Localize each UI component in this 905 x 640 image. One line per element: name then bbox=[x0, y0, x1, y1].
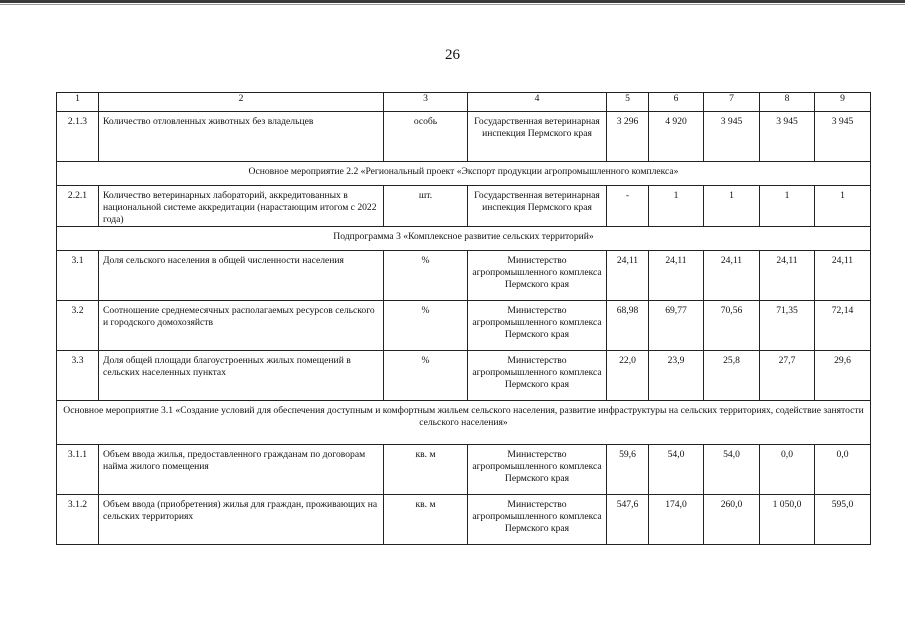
value-cell bbox=[607, 351, 649, 401]
value-cell-text: 69,77 bbox=[665, 305, 687, 316]
value-cell bbox=[704, 301, 760, 351]
row-number-cell bbox=[57, 445, 99, 495]
row-number-cell bbox=[57, 251, 99, 301]
responsible-body-cell-text: Министерство агропромышленного комплекса Пермского края bbox=[472, 305, 602, 340]
value-cell-text: 4 920 bbox=[665, 116, 687, 127]
unit-cell bbox=[384, 112, 468, 162]
value-cell-text: 24,11 bbox=[831, 255, 854, 266]
value-cell bbox=[704, 112, 760, 162]
responsible-body-cell bbox=[468, 495, 607, 545]
row-number-cell-text: 2.1.3 bbox=[67, 116, 88, 127]
section-heading-row bbox=[57, 401, 871, 445]
section-heading-text: Основное мероприятие 2.2 «Региональный проект «Экспорт продукции агропромышленного комплекса» bbox=[248, 166, 679, 177]
value-cell-text: 3 945 bbox=[776, 116, 798, 127]
indicator-name-cell-text: Количество ветеринарных лабораторий, аккредитованных в национальной системе аккредитации (нарастающим итогом с 2022 года) bbox=[103, 190, 377, 225]
responsible-body-cell bbox=[468, 301, 607, 351]
value-cell-text: 3 945 bbox=[720, 116, 743, 127]
value-cell-text: 27,7 bbox=[778, 355, 796, 366]
responsible-body-cell bbox=[468, 186, 607, 227]
table-row bbox=[57, 186, 871, 227]
value-cell bbox=[649, 112, 704, 162]
header-cell: 1 bbox=[57, 93, 99, 112]
header-cell: 6 bbox=[649, 93, 704, 112]
value-cell-text: 23,9 bbox=[667, 355, 685, 366]
responsible-body-cell-text: Министерство агропромышленного комплекса Пермского края bbox=[472, 449, 602, 484]
value-cell bbox=[815, 112, 871, 162]
indicators-table bbox=[56, 92, 871, 545]
section-heading-cell bbox=[57, 162, 871, 186]
unit-cell bbox=[384, 495, 468, 545]
header-cell: 3 bbox=[384, 93, 468, 112]
table-header-row bbox=[57, 93, 871, 112]
responsible-body-cell-text: Государственная ветеринарная инспекция Пермского края bbox=[474, 116, 600, 139]
value-cell bbox=[649, 301, 704, 351]
scan-top-edge bbox=[0, 0, 905, 3]
unit-cell bbox=[384, 186, 468, 227]
value-cell bbox=[649, 251, 704, 301]
value-cell bbox=[815, 495, 871, 545]
section-heading-row bbox=[57, 227, 871, 251]
value-cell bbox=[704, 186, 760, 227]
row-number-cell-text: 3.1.2 bbox=[67, 499, 88, 510]
value-cell-text: 1 bbox=[840, 190, 845, 201]
row-number-cell-text: 3.1 bbox=[71, 255, 84, 266]
unit-cell-text: % bbox=[421, 255, 430, 266]
value-cell bbox=[607, 495, 649, 545]
value-cell bbox=[760, 301, 815, 351]
row-number-cell-text: 3.3 bbox=[71, 355, 84, 366]
value-cell-text: 1 bbox=[673, 190, 679, 201]
indicator-name-cell-text: Объем ввода (приобретения) жилья для граждан, проживающих на сельских территориях bbox=[103, 499, 378, 522]
value-cell-text: 24,11 bbox=[720, 255, 743, 266]
value-cell-text: 3 296 bbox=[616, 116, 639, 127]
header-cell: 8 bbox=[760, 93, 815, 112]
value-cell-text: 1 bbox=[784, 190, 790, 201]
value-cell-text: 29,6 bbox=[834, 355, 851, 366]
value-cell bbox=[760, 251, 815, 301]
value-cell bbox=[704, 351, 760, 401]
value-cell-text: 24,11 bbox=[776, 255, 798, 266]
unit-cell-text: особь bbox=[413, 116, 438, 127]
row-number-cell bbox=[57, 351, 99, 401]
header-cell: 5 bbox=[607, 93, 649, 112]
value-cell-text: 68,98 bbox=[616, 305, 639, 316]
value-cell bbox=[760, 445, 815, 495]
unit-cell bbox=[384, 445, 468, 495]
value-cell-text: 54,0 bbox=[667, 449, 685, 460]
unit-cell-text: кв. м bbox=[415, 449, 436, 460]
value-cell bbox=[607, 445, 649, 495]
responsible-body-cell bbox=[468, 251, 607, 301]
responsible-body-cell bbox=[468, 351, 607, 401]
value-cell bbox=[704, 251, 760, 301]
indicator-name-cell bbox=[99, 495, 384, 545]
responsible-body-cell-text: Министерство агропромышленного комплекса Пермского края bbox=[472, 255, 602, 290]
value-cell bbox=[649, 445, 704, 495]
indicator-name-cell-text: Доля общей площади благоустроенных жилых помещений в сельских населенных пунктах bbox=[103, 355, 351, 378]
indicator-name-cell-text: Соотношение среднемесячных располагаемых ресурсов сельского и городского домохозяйств bbox=[103, 305, 375, 328]
value-cell-text: 0,0 bbox=[836, 449, 849, 460]
value-cell bbox=[649, 495, 704, 545]
unit-cell bbox=[384, 301, 468, 351]
value-cell-text: 25,8 bbox=[723, 355, 740, 366]
value-cell bbox=[815, 186, 871, 227]
indicator-name-cell-text: Количество отловленных животных без владельцев bbox=[103, 116, 314, 127]
indicator-name-cell bbox=[99, 186, 384, 227]
value-cell-text: 174,0 bbox=[665, 499, 687, 510]
row-number-cell-text: 2.2.1 bbox=[67, 190, 88, 201]
responsible-body-cell-text: Министерство агропромышленного комплекса Пермского края bbox=[472, 355, 602, 390]
section-heading-row bbox=[57, 162, 871, 186]
value-cell bbox=[649, 351, 704, 401]
value-cell bbox=[760, 351, 815, 401]
value-cell-text: 1 050,0 bbox=[772, 499, 802, 510]
section-heading-cell bbox=[57, 227, 871, 251]
indicator-name-cell-text: Объем ввода жилья, предоставленного гражданам по договорам найма жилого помещения bbox=[103, 449, 366, 472]
value-cell bbox=[760, 495, 815, 545]
header-cell: 2 bbox=[99, 93, 384, 112]
value-cell-text: 71,35 bbox=[776, 305, 798, 316]
header-cell: 7 bbox=[704, 93, 760, 112]
value-cell-text: 70,56 bbox=[720, 305, 743, 316]
value-cell bbox=[815, 251, 871, 301]
value-cell bbox=[607, 186, 649, 227]
value-cell-text: 547,6 bbox=[616, 499, 639, 510]
responsible-body-cell-text: Министерство агропромышленного комплекса Пермского края bbox=[472, 499, 602, 534]
table-row bbox=[57, 445, 871, 495]
unit-cell-text: % bbox=[421, 305, 430, 316]
value-cell-text: 3 945 bbox=[831, 116, 854, 127]
row-number-cell bbox=[57, 186, 99, 227]
value-cell bbox=[815, 445, 871, 495]
section-heading-text: Основное мероприятие 3.1 «Создание условий для обеспечения доступным и комфортным жильем сельского населения, развитие инфраструктуры на сельских территориях, содействие занятости сельского населения» bbox=[63, 405, 864, 428]
indicator-name-cell-text: Доля сельского населения в общей численности населения bbox=[103, 255, 344, 266]
value-cell bbox=[760, 186, 815, 227]
value-cell-text: 0,0 bbox=[781, 449, 793, 460]
indicator-name-cell bbox=[99, 112, 384, 162]
responsible-body-cell-text: Государственная ветеринарная инспекция Пермского края bbox=[474, 190, 600, 213]
value-cell bbox=[607, 301, 649, 351]
row-number-cell bbox=[57, 112, 99, 162]
value-cell bbox=[649, 186, 704, 227]
value-cell-text: 24,11 bbox=[665, 255, 687, 266]
header-cell: 9 bbox=[815, 93, 871, 112]
value-cell bbox=[760, 112, 815, 162]
table-row bbox=[57, 301, 871, 351]
indicator-name-cell bbox=[99, 251, 384, 301]
row-number-cell bbox=[57, 495, 99, 545]
row-number-cell-text: 3.2 bbox=[71, 305, 84, 316]
table-row bbox=[57, 351, 871, 401]
value-cell bbox=[607, 251, 649, 301]
value-cell bbox=[704, 495, 760, 545]
indicator-name-cell bbox=[99, 301, 384, 351]
page-number: 26 bbox=[445, 47, 460, 63]
scan-top-edge-shadow bbox=[0, 4, 905, 5]
section-heading-text: Подпрограмма 3 «Комплексное развитие сельских территорий» bbox=[333, 231, 594, 242]
value-cell-text: 22,0 bbox=[619, 355, 636, 366]
unit-cell-text: кв. м bbox=[415, 499, 436, 510]
value-cell-text: 595,0 bbox=[831, 499, 854, 510]
header-cell: 4 bbox=[468, 93, 607, 112]
indicator-name-cell bbox=[99, 351, 384, 401]
value-cell bbox=[704, 445, 760, 495]
value-cell-text: 54,0 bbox=[723, 449, 740, 460]
row-number-cell-text: 3.1.1 bbox=[67, 449, 88, 460]
value-cell bbox=[815, 351, 871, 401]
row-number-cell bbox=[57, 301, 99, 351]
value-cell-text: 72,14 bbox=[831, 305, 854, 316]
unit-cell-text: шт. bbox=[418, 190, 433, 201]
unit-cell bbox=[384, 251, 468, 301]
value-cell-text: - bbox=[625, 190, 630, 201]
value-cell-text: 260,0 bbox=[720, 499, 743, 510]
responsible-body-cell bbox=[468, 112, 607, 162]
value-cell-text: 24,11 bbox=[616, 255, 639, 266]
value-cell bbox=[607, 112, 649, 162]
unit-cell bbox=[384, 351, 468, 401]
value-cell-text: 1 bbox=[729, 190, 734, 201]
responsible-body-cell bbox=[468, 445, 607, 495]
table-row bbox=[57, 112, 871, 162]
table-row bbox=[57, 251, 871, 301]
indicator-name-cell bbox=[99, 445, 384, 495]
table-row bbox=[57, 495, 871, 545]
section-heading-cell bbox=[57, 401, 871, 445]
value-cell-text: 59,6 bbox=[619, 449, 636, 460]
unit-cell-text: % bbox=[421, 355, 430, 366]
value-cell bbox=[815, 301, 871, 351]
